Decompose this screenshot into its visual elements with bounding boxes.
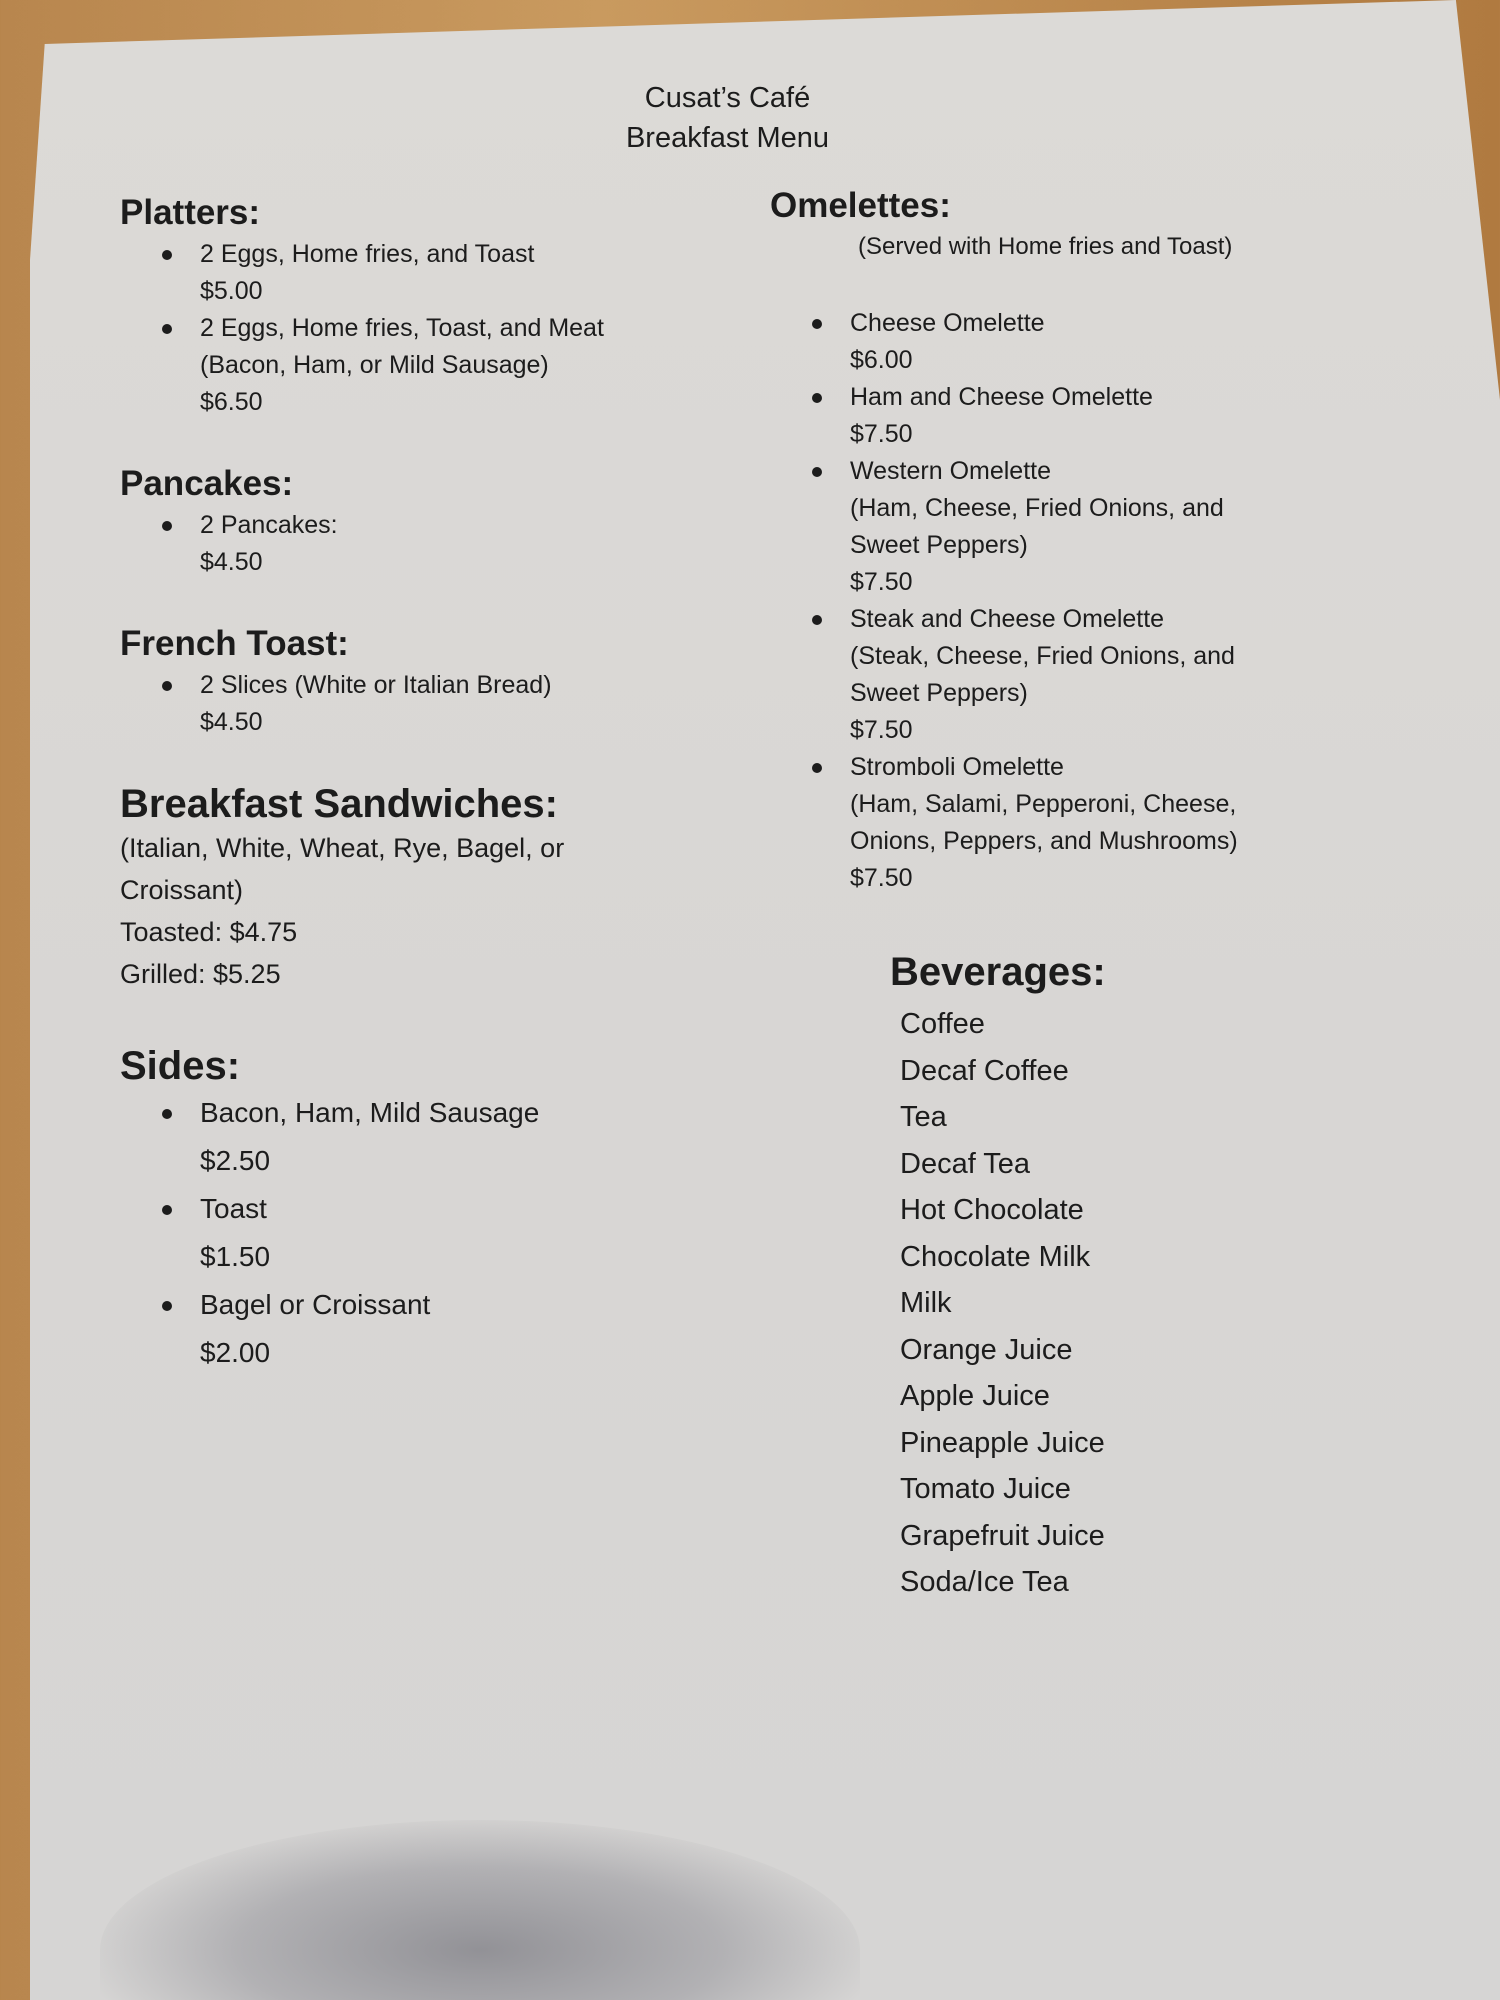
item-name: Cheese Omelette [850, 309, 1045, 337]
cafe-name: Cusat’s Café [644, 82, 811, 114]
item-price: $5.00 [200, 277, 263, 305]
item-name: Toast [200, 1193, 267, 1224]
beverages-heading: Beverages: [890, 950, 1106, 994]
list-item [120, 667, 740, 741]
list-item [120, 236, 740, 310]
omelettes-note: (Served with Home fries and Toast) [858, 233, 1233, 260]
sandwiches-heading: Breakfast Sandwiches: [120, 782, 558, 826]
beverage-item: Milk [900, 1287, 952, 1319]
menu-header [0, 78, 1455, 158]
item-name: Bagel or Croissant [200, 1289, 431, 1320]
bullet-icon [162, 1205, 172, 1215]
list-item [120, 1089, 740, 1185]
item-price: $7.50 [850, 716, 913, 744]
bullet-icon [812, 319, 822, 329]
omelettes-section [770, 183, 1390, 897]
item-detail: (Ham, Cheese, Fried Onions, and [850, 494, 1224, 522]
list-item [120, 1185, 740, 1281]
menu-name: Breakfast Menu [625, 122, 830, 154]
bullet-icon [162, 1301, 172, 1311]
right-column [770, 183, 1390, 1606]
item-price: $4.50 [200, 708, 263, 736]
item-name: Stromboli Omelette [850, 753, 1064, 781]
sandwich-grilled-price: Grilled: $5.25 [120, 959, 281, 989]
list-item [770, 601, 1390, 749]
bullet-icon [812, 393, 822, 403]
list-item [770, 379, 1390, 453]
item-name: Ham and Cheese Omelette [850, 383, 1153, 411]
item-price: $2.50 [200, 1145, 271, 1176]
beverage-item: Decaf Coffee [900, 1054, 1069, 1087]
list-item [120, 1281, 740, 1377]
bullet-icon [162, 681, 172, 691]
item-name: 2 Eggs, Home fries, Toast, and Meat [200, 314, 604, 342]
beverage-item: Coffee [900, 1008, 985, 1040]
item-price: $4.50 [200, 548, 263, 576]
beverages-section [770, 949, 1390, 1606]
item-price: $6.00 [850, 346, 913, 374]
item-price: $7.50 [850, 420, 913, 448]
beverage-item: Apple Juice [900, 1380, 1050, 1412]
bullet-icon [812, 763, 822, 773]
list-item [770, 749, 1390, 897]
item-name: Steak and Cheese Omelette [850, 605, 1165, 633]
item-price: $2.00 [200, 1337, 271, 1368]
item-price: $7.50 [850, 864, 913, 892]
french-toast-list [120, 667, 740, 741]
item-detail: Sweet Peppers) [850, 531, 1028, 559]
sides-list [120, 1089, 740, 1377]
item-name: Bacon, Ham, Mild Sausage [200, 1097, 540, 1128]
sandwiches-section [120, 781, 740, 995]
list-item [770, 305, 1390, 379]
sandwich-breads: (Italian, White, Wheat, Rye, Bagel, or [120, 833, 565, 863]
list-item [120, 310, 740, 421]
beverage-item: Hot Chocolate [900, 1194, 1084, 1226]
list-item [120, 507, 740, 581]
beverage-item: Chocolate Milk [900, 1240, 1091, 1273]
sandwich-toasted-price: Toasted: $4.75 [120, 917, 298, 947]
french-toast-section [120, 621, 740, 741]
french-toast-heading: French Toast: [120, 624, 349, 663]
item-price: $1.50 [200, 1241, 271, 1272]
list-item [770, 453, 1390, 601]
omelettes-list [770, 305, 1390, 897]
item-name: 2 Eggs, Home fries, and Toast [200, 240, 535, 268]
platters-list [120, 236, 740, 421]
beverage-item: Grapefruit Juice [900, 1519, 1105, 1552]
sides-section [120, 1043, 740, 1377]
beverage-item: Tea [900, 1101, 947, 1133]
beverage-item: Tomato Juice [900, 1473, 1071, 1505]
pancakes-list [120, 507, 740, 581]
bullet-icon [162, 521, 172, 531]
platters-section [120, 190, 740, 421]
item-detail: (Ham, Salami, Pepperoni, Cheese, [850, 790, 1237, 818]
beverage-item: Decaf Tea [900, 1147, 1031, 1180]
omelettes-heading: Omelettes: [770, 186, 951, 225]
left-column [120, 190, 740, 1377]
platters-heading: Platters: [120, 193, 261, 232]
pancakes-section [120, 461, 740, 581]
item-name: Western Omelette [850, 457, 1052, 485]
item-detail: Sweet Peppers) [850, 679, 1028, 707]
bullet-icon [162, 324, 172, 334]
beverage-item: Orange Juice [900, 1333, 1073, 1366]
item-name: 2 Pancakes: [200, 511, 338, 539]
sandwich-breads-cont: Croissant) [120, 875, 244, 905]
pancakes-heading: Pancakes: [120, 464, 294, 503]
item-detail: (Steak, Cheese, Fried Onions, and [850, 642, 1235, 670]
bullet-icon [162, 1109, 172, 1119]
item-price: $7.50 [850, 568, 913, 596]
bullet-icon [812, 467, 822, 477]
item-name: 2 Slices (White or Italian Bread) [200, 671, 552, 699]
sides-heading: Sides: [120, 1044, 241, 1088]
bullet-icon [812, 615, 822, 625]
beverage-item: Soda/Ice Tea [900, 1566, 1069, 1598]
bullet-icon [162, 250, 172, 260]
item-price: $6.50 [200, 388, 263, 416]
beverage-item: Pineapple Juice [900, 1426, 1105, 1459]
item-detail: Onions, Peppers, and Mushrooms) [850, 827, 1238, 855]
item-detail: (Bacon, Ham, or Mild Sausage) [200, 351, 549, 379]
